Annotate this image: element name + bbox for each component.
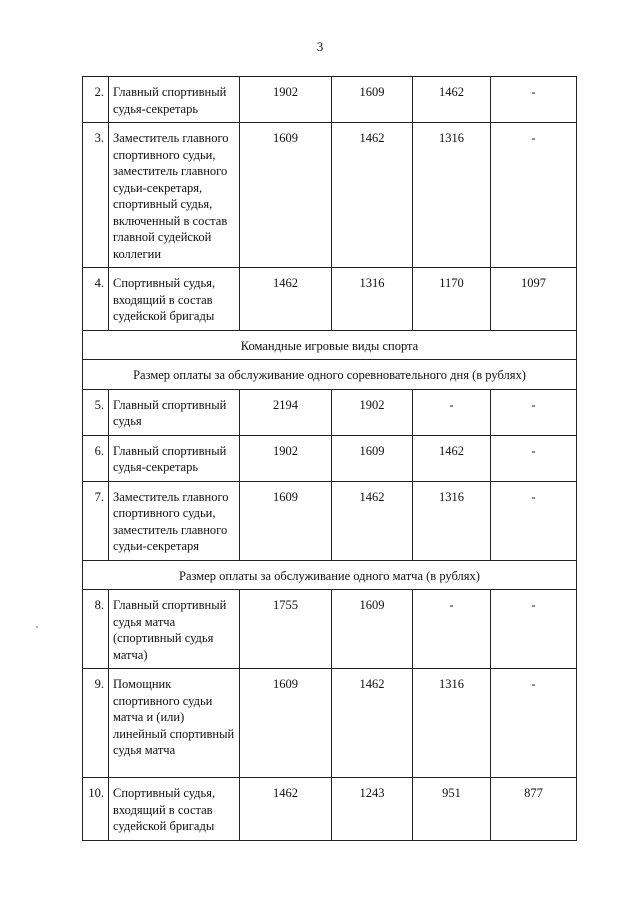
fee-cell: 1609 [332, 435, 413, 481]
fee-cell: - [413, 590, 491, 669]
referee-position: Главный спортивный судья матча (спортивный судья матча) [109, 590, 240, 669]
table-row [83, 77, 577, 123]
fee-cell: - [491, 389, 577, 435]
fee-cell: 1462 [413, 435, 491, 481]
table-row [83, 669, 577, 778]
fee-cell: 1755 [240, 590, 332, 669]
table-row [83, 435, 577, 481]
fee-cell: 1316 [413, 123, 491, 268]
table-row [83, 481, 577, 560]
fee-cell: 1902 [240, 77, 332, 123]
fee-cell: 1462 [240, 778, 332, 841]
fee-cell: - [491, 435, 577, 481]
fee-cell: 1097 [491, 268, 577, 331]
row-number: 10. [83, 778, 109, 841]
fee-cell: 1902 [240, 435, 332, 481]
fee-cell: 1462 [332, 123, 413, 268]
referee-position: Главный спортивный судья-секретарь [109, 77, 240, 123]
fee-cell: 2194 [240, 389, 332, 435]
fee-cell: 1243 [332, 778, 413, 841]
fee-cell: - [491, 590, 577, 669]
referee-position: Заместитель главного спортивного судьи, заместитель главного судьи-секретаря, спортивный судья, включенный в состав главной судейской коллегии [109, 123, 240, 268]
fee-cell: 1609 [332, 77, 413, 123]
table-row [83, 123, 577, 268]
fee-cell: 1170 [413, 268, 491, 331]
subsection-row [83, 360, 577, 390]
scan-speck [36, 626, 38, 628]
referee-fee-table [82, 76, 577, 841]
fee-cell: 1316 [413, 481, 491, 560]
row-number: 9. [83, 669, 109, 778]
fee-cell: 1609 [240, 123, 332, 268]
fee-cell: 1316 [413, 669, 491, 778]
referee-position: Главный спортивный судья-секретарь [109, 435, 240, 481]
fee-cell: 1462 [240, 268, 332, 331]
fee-cell: 951 [413, 778, 491, 841]
row-number: 2. [83, 77, 109, 123]
table-row [83, 590, 577, 669]
fee-cell: 1462 [413, 77, 491, 123]
fee-cell: 1316 [332, 268, 413, 331]
fee-cell: - [491, 77, 577, 123]
fee-cell: - [413, 389, 491, 435]
fee-cell: - [491, 669, 577, 778]
table-row [83, 389, 577, 435]
fee-cell: - [491, 123, 577, 268]
page-number: 3 [316, 39, 324, 54]
row-number: 7. [83, 481, 109, 560]
subsection-row [83, 560, 577, 590]
table-row [83, 778, 577, 841]
fee-cell: 1462 [332, 481, 413, 560]
fee-cell: - [491, 481, 577, 560]
table-row [83, 268, 577, 331]
referee-position: Заместитель главного спортивного судьи, заместитель главного судьи-секретаря [109, 481, 240, 560]
row-number: 4. [83, 268, 109, 331]
row-number: 8. [83, 590, 109, 669]
fee-cell: 1609 [332, 590, 413, 669]
referee-position: Спортивный судья, входящий в состав судейской бригады [109, 778, 240, 841]
referee-position: Спортивный судья, входящий в состав судейской бригады [109, 268, 240, 331]
fee-cell: 877 [491, 778, 577, 841]
row-number: 3. [83, 123, 109, 268]
subsection-title: Размер оплаты за обслуживание одного матча (в рублях) [83, 560, 577, 590]
fee-cell: 1902 [332, 389, 413, 435]
referee-position: Главный спортивный судья [109, 389, 240, 435]
fee-cell: 1609 [240, 669, 332, 778]
fee-cell: 1609 [240, 481, 332, 560]
row-number: 5. [83, 389, 109, 435]
referee-position: Помощник спортивного судьи матча и (или) линейный спортивный судья матча [109, 669, 240, 778]
section-title: Командные игровые виды спорта [83, 330, 577, 360]
row-number: 6. [83, 435, 109, 481]
fee-cell: 1462 [332, 669, 413, 778]
section-row [83, 330, 577, 360]
subsection-title: Размер оплаты за обслуживание одного соревновательного дня (в рублях) [83, 360, 577, 390]
